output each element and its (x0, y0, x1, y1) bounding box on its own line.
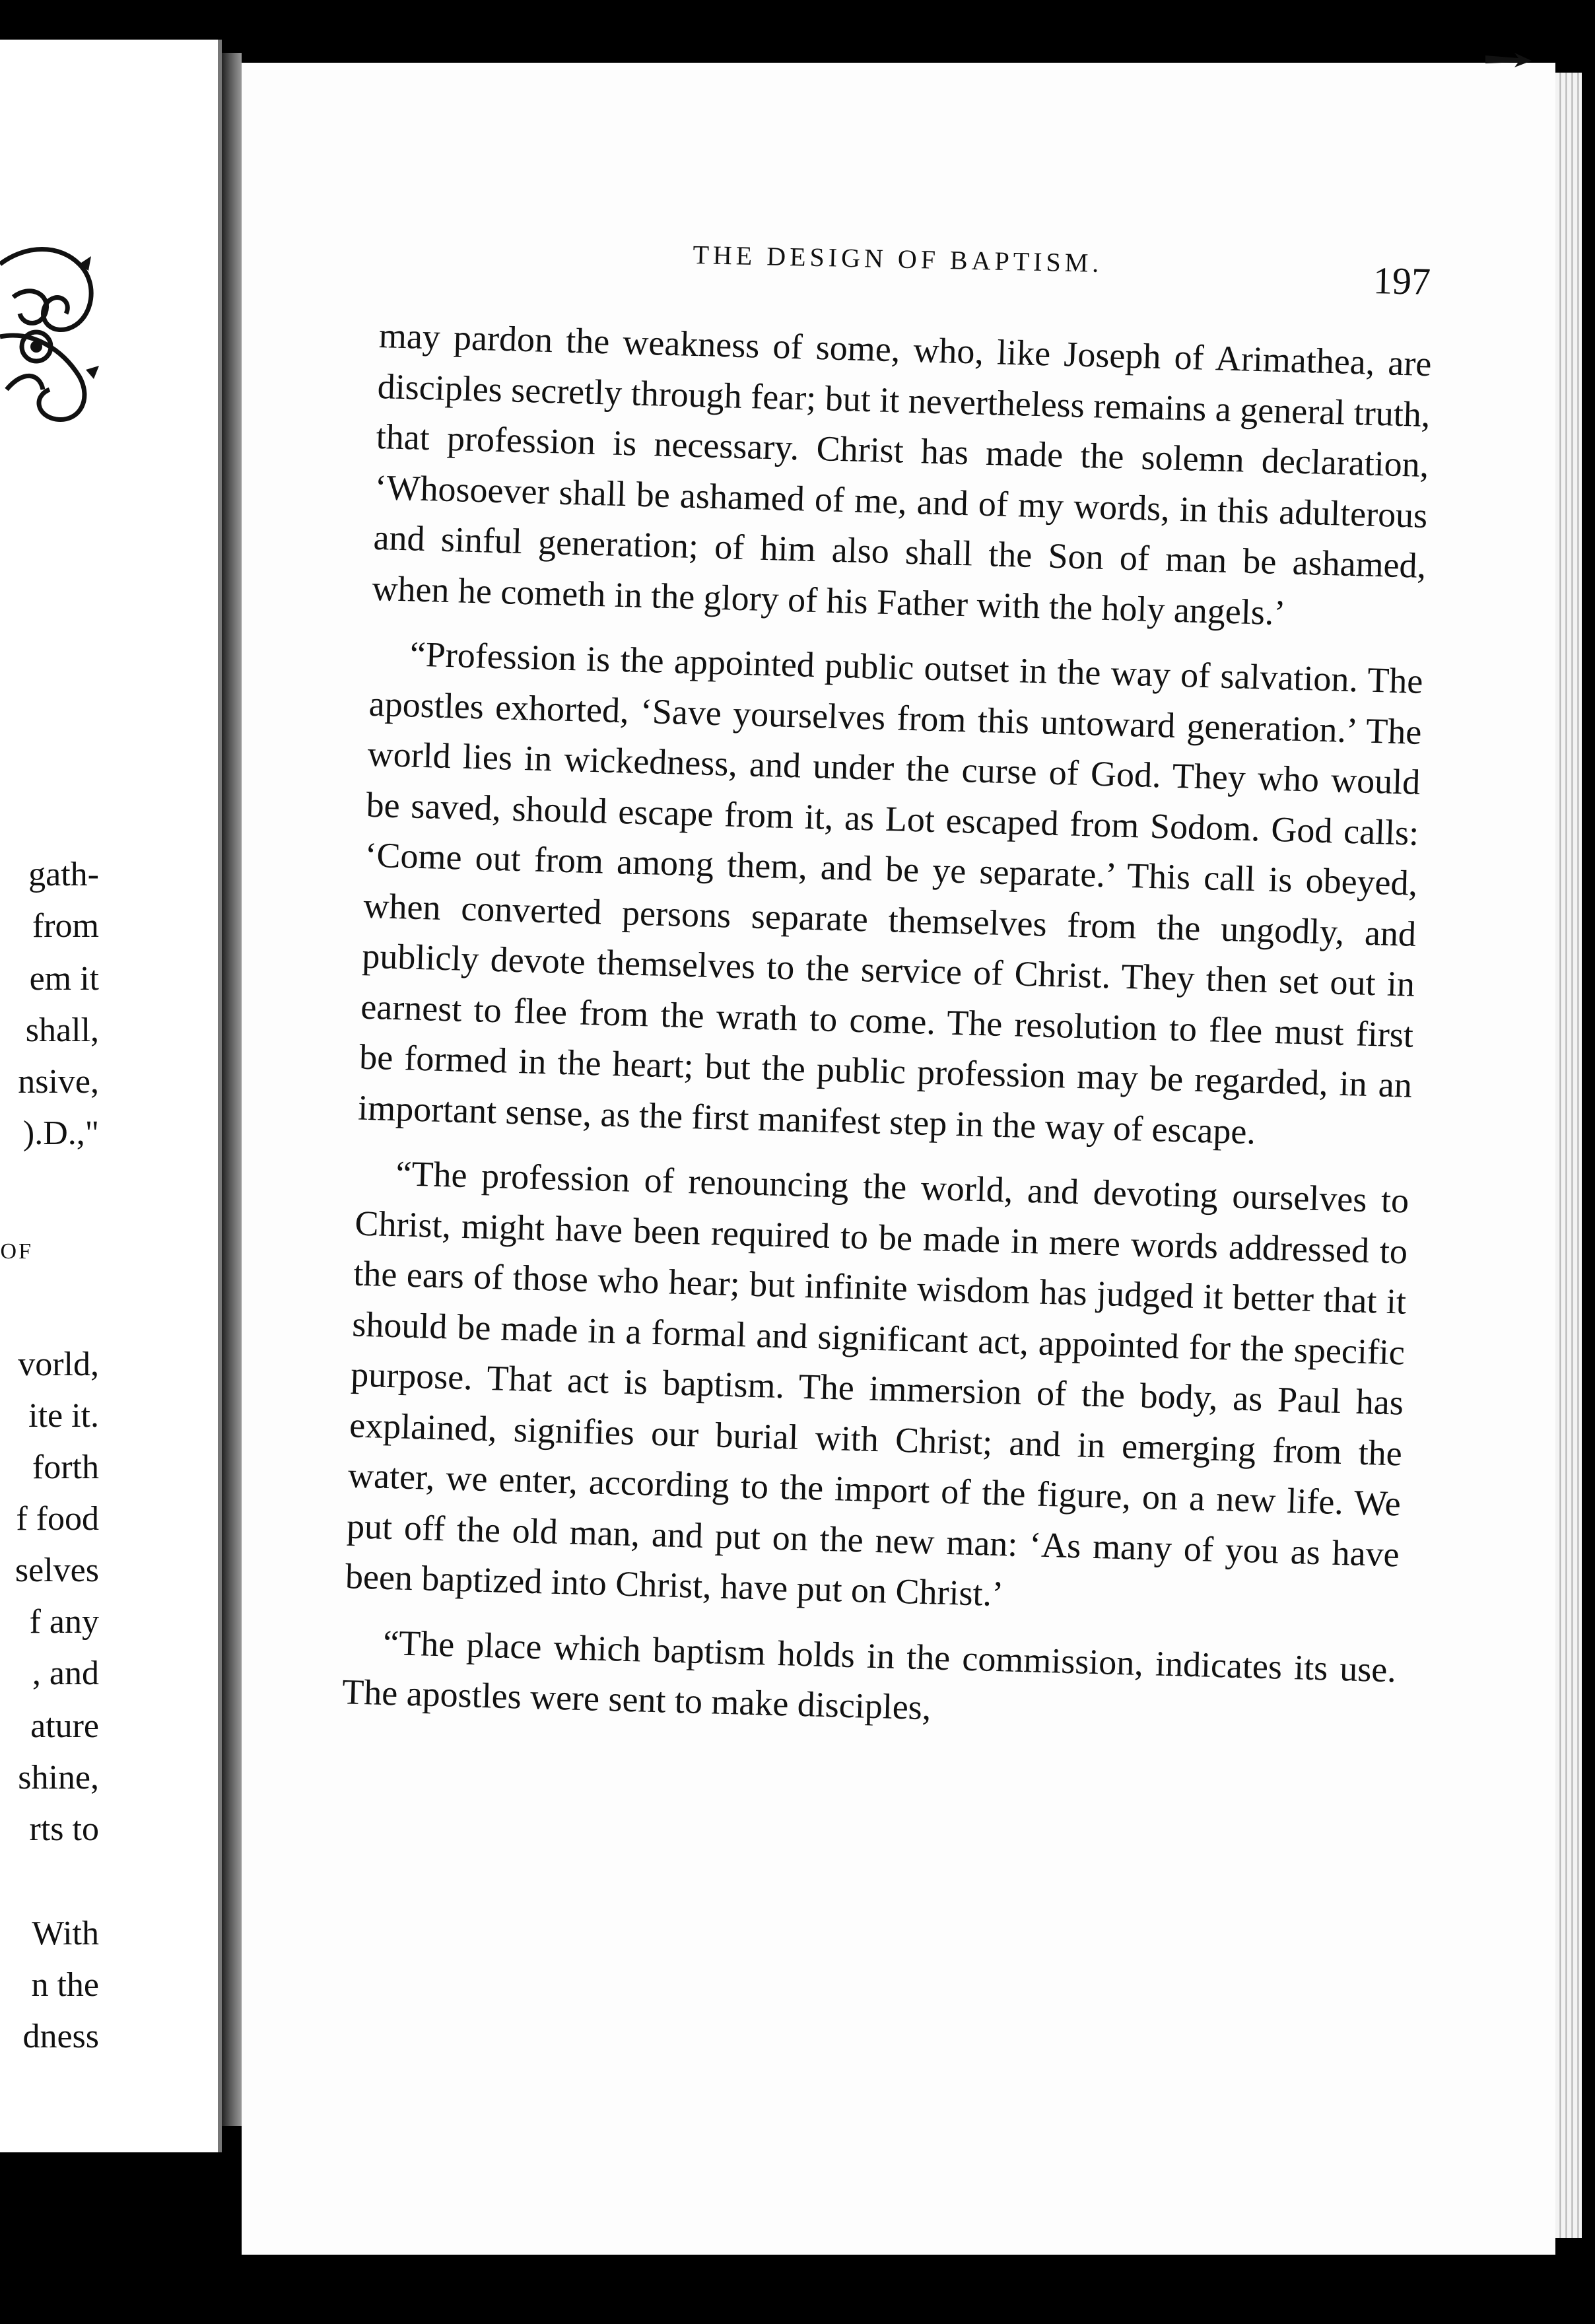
text-fragment: f food (16, 1500, 99, 1538)
text-fragment: vorld, (18, 1346, 99, 1383)
text-fragment: shine, (18, 1759, 99, 1796)
text-fragment: n the (31, 1966, 99, 2004)
text-fragment: dness (22, 2018, 99, 2055)
body-text (341, 310, 1432, 1746)
facing-page (0, 40, 222, 2152)
book-spine (222, 53, 242, 2126)
text-fragment: With (32, 1915, 99, 1952)
page-edges (1555, 73, 1582, 2238)
text-fragment: , and (32, 1655, 99, 1692)
paragraph: may pardon the weakness of some, who, like Joseph of Arimathea, are disciples secretly through fear; but it nevertheless remains a general truth, that profession is necessary. Christ has made the solemn declaration, ‘Whosoever shall be ashamed of me, and of my words, in this adulterous and sinful generation; of him also shall the Son of man be ashamed, when he cometh in the glory of his Father with the holy angels.’ (371, 315, 1433, 632)
ornament-icon (0, 238, 106, 436)
text-fragment: f any (29, 1603, 99, 1641)
text-fragment: em it (29, 960, 99, 998)
text-fragment: shall, (25, 1011, 99, 1049)
text-fragment: nsive, (18, 1063, 99, 1101)
text-fragment: selves (15, 1552, 99, 1589)
text-fragment: ite it. (28, 1397, 99, 1435)
running-head: THE DESIGN OF BAPTISM. (693, 239, 1103, 278)
text-fragment: from (32, 907, 99, 945)
text-fragment: ature (30, 1707, 99, 1745)
text-fragment: rts to (29, 1810, 99, 1848)
text-fragment: forth (32, 1449, 99, 1486)
text-fragment: gath- (28, 856, 99, 893)
text-fragment: OF (0, 1239, 33, 1264)
page-number: 197 (1373, 259, 1431, 303)
arrow-icon (1485, 51, 1532, 69)
paragraph: “The profession of renouncing the world, and devoting ourselves to Christ, might have been required to be made in mere words addressed to the ears of those who hear; but infinite wisdom has judged it better that it should be made in a formal and significant act, appointed for the specific purpose. That act is baptism. The immersion of the body, as Paul has explained, signifies our burial with Christ; and in emerging from the water, we enter, according to the import of the figure, on a new life. We put off the old man, and put on the new man: ‘As many of you as have been baptized into Christ, have put on Christ.’ (345, 1153, 1409, 1614)
text-fragment: ).D.," (22, 1114, 99, 1152)
paragraph: “Profession is the appointed public outset in the way of salvation. The apostles exhorted, ‘Save yourselves from this untoward generation.’ The world lies in wickedness, and under the curse of God. They who would be saved, should escape from it, as Lot escaped from Sodom. God calls: ‘Come out from among them, and be ye separate.’ This call is obeyed, when converted persons separate themselves from the ungodly, and publicly devote themselves to the service of Christ. They then set out in earnest to flee from the wrath to come. The resolution to flee must first be formed in the heart; but the public profession may be regarded, in an important sense, as the first manifest step in the way of escape. (357, 634, 1424, 1151)
paragraph: “The place which baptism holds in the commission, indicates its use. The apostles were sent to make disciples, (341, 1622, 1397, 1728)
